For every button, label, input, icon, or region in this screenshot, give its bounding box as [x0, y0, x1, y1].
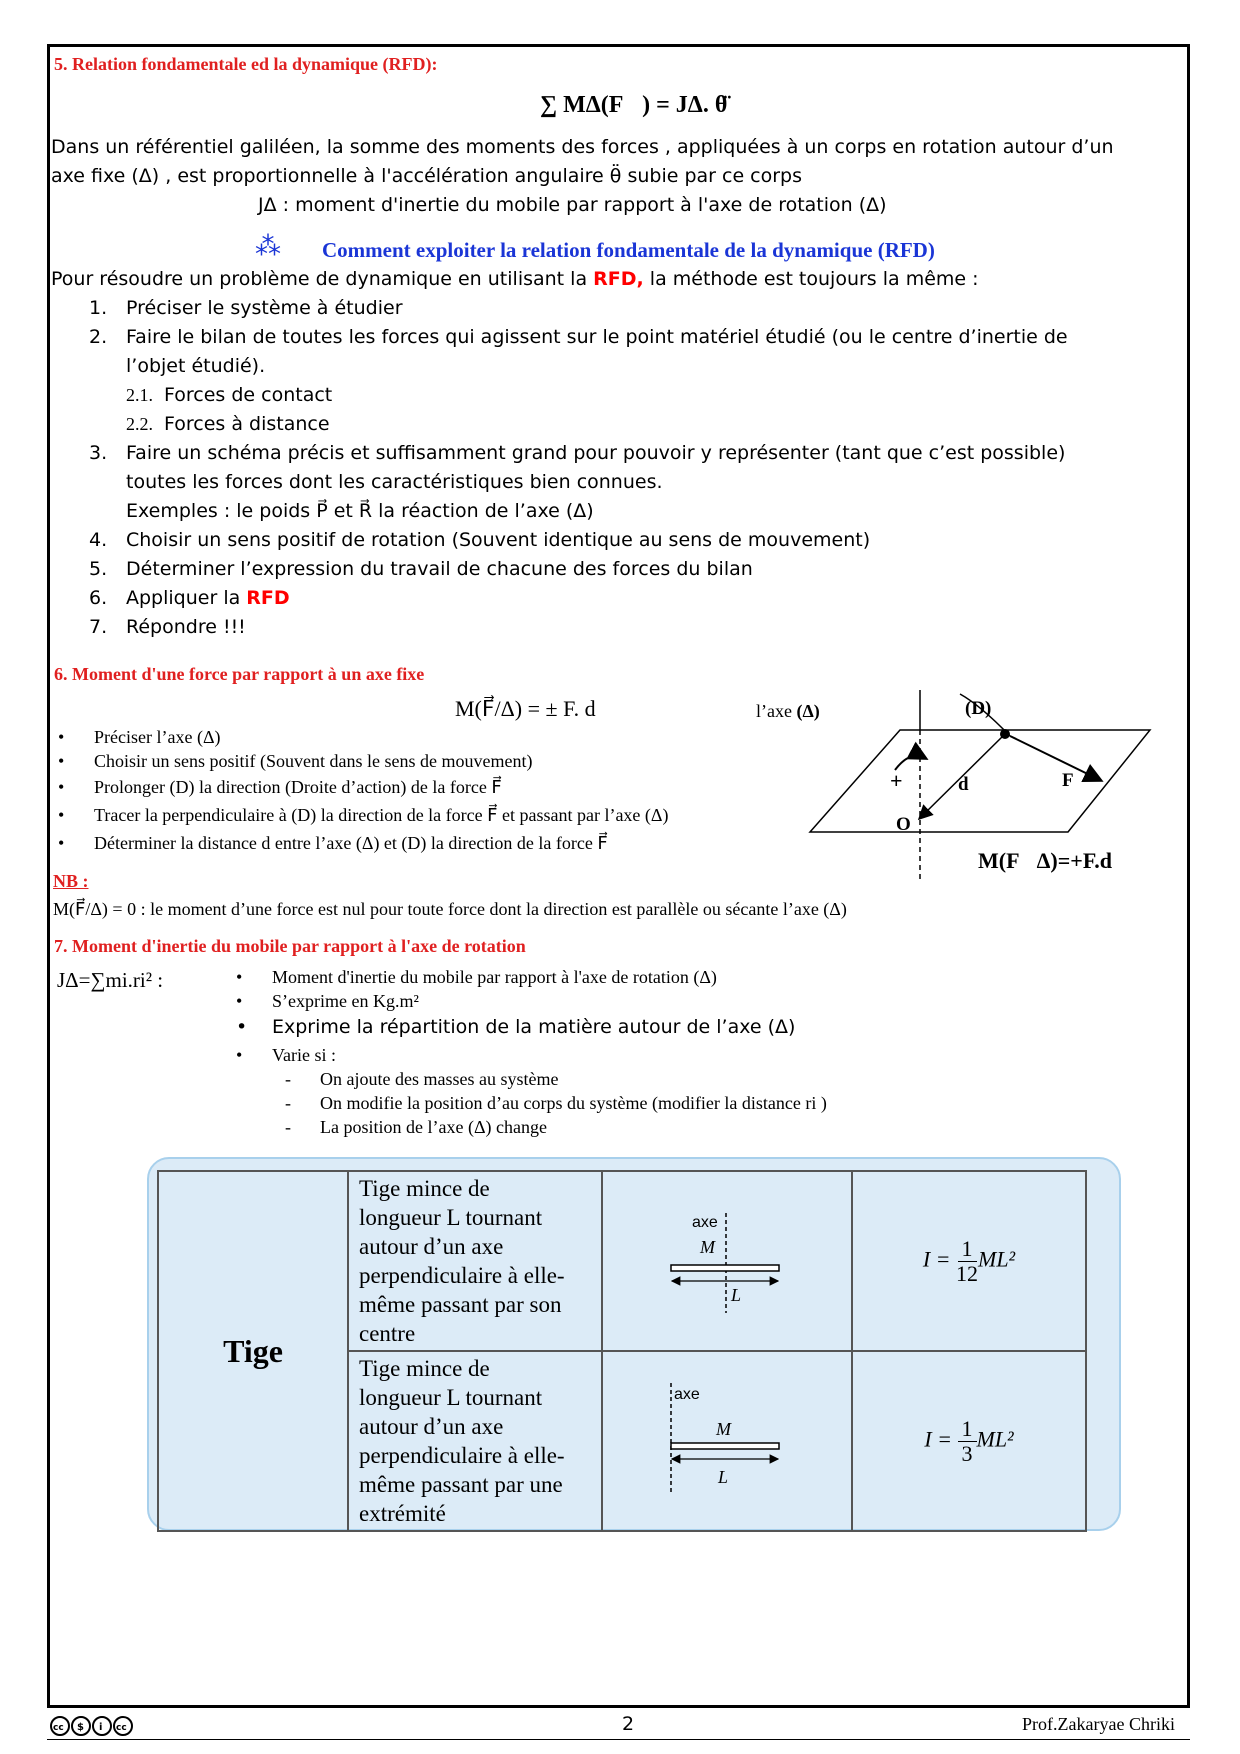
- sec6-bullet-3: • Prolonger (D) la direction (Droite d’action) de la force F⃗: [94, 777, 502, 798]
- section-7-heading: 7. Moment d'inertie du mobile par rapport à l'axe de rotation: [54, 936, 526, 956]
- moment-formula: M(F⃗/Δ) = ± F. d: [455, 696, 596, 721]
- sec6-bullet-5: • Déterminer la distance d entre l’axe (Δ) et (D) la direction de la force F⃗: [94, 833, 608, 854]
- svg-text:$: $: [77, 1722, 84, 1733]
- step-2-2: Forces à distance: [164, 413, 330, 435]
- step-7-num: 7.: [89, 616, 108, 638]
- rod: [671, 1265, 779, 1271]
- length-label: L: [731, 1285, 742, 1305]
- sec7-bullet-1: • Moment d'inertie du mobile par rapport à l'axe de rotation (Δ): [272, 967, 717, 988]
- sec7-bullet-2: • S’exprime en Kg.m²: [272, 991, 419, 1012]
- rfd-text-line-2: axe fixe (Δ) , est proportionnelle à l'accélération angulaire θ̈ subie par ce corps: [51, 165, 803, 187]
- length-label: L: [718, 1467, 729, 1487]
- nb-label: NB :: [53, 871, 89, 891]
- svg-text:i: i: [99, 1722, 103, 1733]
- step-4: Choisir un sens positif de rotation (Souvent identique au sens de mouvement): [126, 529, 871, 551]
- step-1: Préciser le système à étudier: [126, 297, 403, 319]
- moment-diagram: [800, 690, 1180, 880]
- sec7-sub-1: On ajoute des masses au système: [320, 1069, 559, 1089]
- sec6-bullet-4: • Tracer la perpendiculaire à (D) la direction de la force F⃗ et passant par l’axe (Δ): [94, 805, 669, 826]
- label-O: O: [896, 814, 911, 835]
- method-intro: Pour résoudre un problème de dynamique en utilisant la RFD, la méthode est toujours la même :: [51, 268, 979, 290]
- step-5-num: 5.: [89, 558, 108, 580]
- svg-text:cc: cc: [53, 1723, 64, 1733]
- sec7-sub-2: On modifie la position d’au corps du système (modifier la distance ri ): [320, 1093, 827, 1113]
- section-6-heading: 6. Moment d'une force par rapport à un axe fixe: [54, 664, 425, 684]
- axe-label: axe: [674, 1386, 700, 1403]
- sec7-sub-3: La position de l’axe (Δ) change: [320, 1117, 547, 1137]
- force-arrow: [1010, 736, 1100, 780]
- label-plus: +: [890, 768, 903, 793]
- formula-cell-2: I = $\frac{1}{3}$ ML²: [852, 1351, 1086, 1531]
- rfd-formula: ∑ MΔ(F⃗) = JΔ. θ̈: [540, 92, 728, 118]
- step-7: Répondre !!!: [126, 616, 246, 638]
- sec7-bullet-4: • Varie si :: [272, 1045, 336, 1066]
- step-6: Appliquer la RFD: [126, 587, 290, 609]
- footer-divider: [47, 1739, 1190, 1740]
- method-title: Comment exploiter la relation fondamentale de la dynamique (RFD): [322, 238, 935, 262]
- step-3-num: 3.: [89, 442, 108, 464]
- step-3-cont: toutes les forces dont les caractéristiques bien connues.: [126, 471, 663, 493]
- cc-license-icon: [50, 1715, 142, 1742]
- page-number: 2: [622, 1713, 635, 1735]
- diagram-cell-2: [602, 1351, 852, 1531]
- step-2-num: 2.: [89, 326, 108, 348]
- sub-dash-1: -: [285, 1069, 291, 1089]
- label-F: F: [1062, 770, 1074, 791]
- stars-icon: ⁂: [255, 232, 281, 261]
- rod: [671, 1443, 779, 1449]
- diagram-caption: M(F⃗Δ)=+F.d: [978, 848, 1112, 873]
- step-2-1: Forces de contact: [164, 384, 333, 406]
- desc-cell-1: Tige mince de longueur L tournant autour d’un axe perpendiculaire à elle- même passant par son centre: [348, 1171, 602, 1351]
- step-5: Déterminer l’expression du travail de chacune des forces du bilan: [126, 558, 753, 580]
- axis-label: l’axe (Δ): [756, 701, 820, 721]
- inertia-definition: JΔ : moment d'inertie du mobile par rapport à l'axe de rotation (Δ): [258, 194, 887, 216]
- sub-dash-3: -: [285, 1117, 291, 1137]
- step-1-num: 1.: [89, 297, 108, 319]
- axe-label: axe: [692, 1214, 718, 1231]
- inertia-formula: JΔ=∑mi.ri² :: [57, 968, 164, 992]
- nb-text: M(F⃗/Δ) = 0 : le moment d’une force est nul pour toute force dont la direction est parallèle ou sécante l’axe (Δ): [53, 899, 847, 919]
- formula-cell-1: I = $\frac{1}{12}$ ML²: [852, 1171, 1086, 1351]
- diagram-cell-1: [602, 1171, 852, 1351]
- step-3-example: Exemples : le poids P⃗ et R⃗ la réaction de l’axe (Δ): [126, 500, 594, 522]
- sec6-bullet-2: • Choisir un sens positif (Souvent dans le sens de mouvement): [94, 751, 532, 772]
- step-2-1-num: 2.1.: [126, 385, 153, 405]
- svg-text:cc: cc: [116, 1723, 127, 1733]
- step-4-num: 4.: [89, 529, 108, 551]
- inertia-table: [157, 1170, 1087, 1532]
- section-5-heading: 5. Relation fondamentale ed la dynamique (RFD):: [54, 54, 438, 74]
- mass-label: M: [716, 1419, 731, 1439]
- step-2-cont: l’objet étudié).: [126, 355, 266, 377]
- sub-dash-2: -: [285, 1093, 291, 1113]
- category-cell: Tige: [158, 1171, 348, 1531]
- label-D: (D): [965, 698, 992, 719]
- sec7-bullet-3: • Exprime la répartition de la matière autour de l’axe (Δ): [272, 1016, 795, 1038]
- plane: [810, 730, 1150, 832]
- table-row: [158, 1171, 1086, 1351]
- cc-badges: [50, 1715, 142, 1737]
- mass-label: M: [700, 1237, 715, 1257]
- step-3: Faire un schéma précis et suffisamment grand pour pouvoir y représenter (tant que c’est possible): [126, 442, 1066, 464]
- author: Prof.Zakaryae Chriki: [1022, 1714, 1175, 1734]
- desc-cell-2: Tige mince de longueur L tournant autour d’un axe perpendiculaire à elle- même passant par une extrémité: [348, 1351, 602, 1531]
- rod-end-diagram: [604, 1353, 850, 1523]
- step-2: Faire le bilan de toutes les forces qui agissent sur le point matériel étudié (ou le centre d’inertie de: [126, 326, 1068, 348]
- step-2-2-num: 2.2.: [126, 414, 153, 434]
- sec6-bullet-1: • Préciser l’axe (Δ): [94, 727, 221, 748]
- rod-center-diagram: [604, 1173, 850, 1343]
- step-6-num: 6.: [89, 587, 108, 609]
- rfd-text-line-1: Dans un référentiel galiléen, la somme des moments des forces , appliquées à un corps en rotation autour d’un: [51, 136, 1114, 158]
- label-d: d: [958, 774, 969, 795]
